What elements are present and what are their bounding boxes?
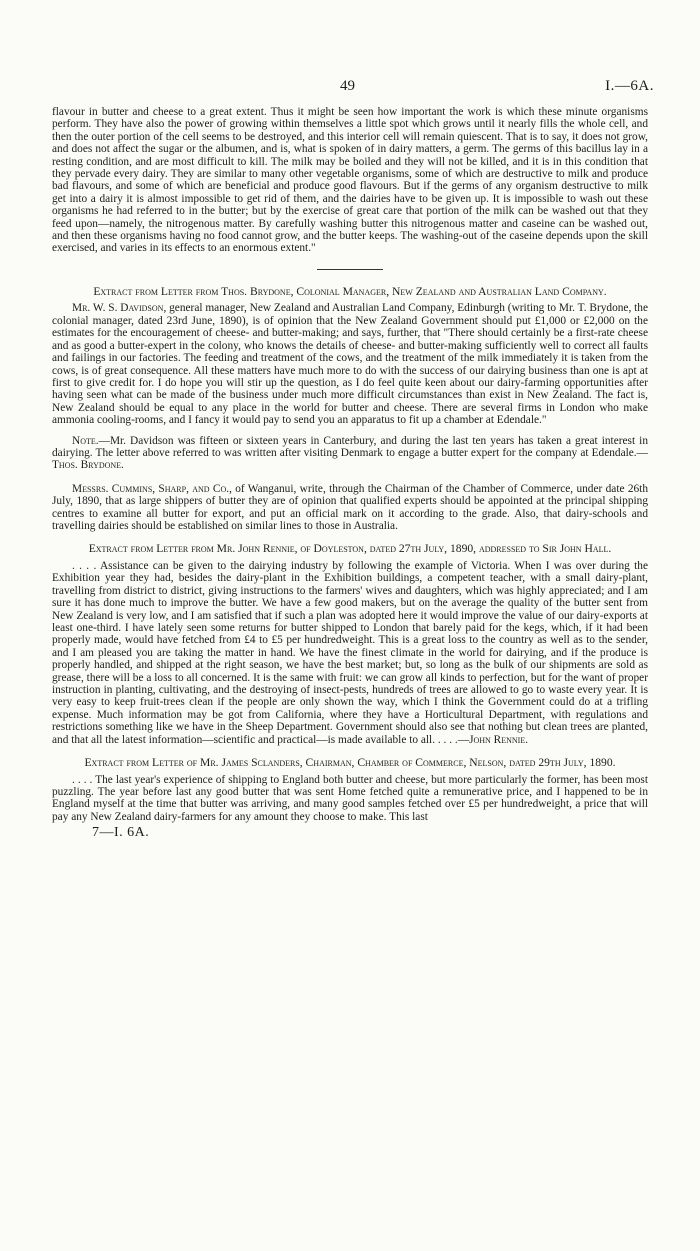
paragraph-davidson [52,302,648,426]
davidson-text: , general manager, New Zealand and Australian Land Company, Edinburgh (writing to Mr. T. Brydone, the colonial manager, dated 23rd June, 1890), is of opinion that the New Zealand Government should put £1,000 or £2,000 on the estimates for the encouragement of cheese- and butter-making; and says, further, that "There should certainly be a first-rate cheese and as good a butter-expert in the colony, who knows the details of cheese- and butter-making sufficiently well to correct all faults and failings in our factories. The feeding and treatment of the cows, and the treatment of the milk immediately it is taken from the cows, is of great consequence. All these matters have much more to do with the success of our dairying business than one is apt at first to give credit for. I do hope you will stir up the question, as I do feel quite keen about our dairy-farming opportunities after having seen what can be made of the business under much more difficult circumstances than exist in New Zealand. The fact is, New Zealand should be equal to any place in the world for butter and cheese. There are several firms in London who make ammonia cooling-rooms, and I fancy it would pay to send you an apparatus to fit up a chamber at Edendale." [52,302,648,427]
note-signature: Thos. Brydone. [52,459,124,472]
heading-rennie-extract: Extract from Letter from Mr. John Rennie, of Doyleston, dated 27th July, 1890, addressed to Sir John Hall. [88,542,612,556]
paragraph-note [52,435,648,472]
heading-sclanders-extract: Extract from Letter of Mr. James Sclanders, Chairman, Chamber of Commerce, Nelson, dated 29th July, 1890. [84,756,616,770]
page-header [52,0,654,106]
paragraph-bacillus: flavour in butter and cheese to a great extent. Thus it might be seen how important the work is which these minute organisms perform. They have also the power of growing within themselves a little spot which grows until it nearly fills the whole cell, and then the outer portion of the cell seems to be destroyed, and this interior cell will remain quiescent. That is to say, it does not grow, and does not affect the sugar or the albumen, and is, what is spoken of in dairy matters, a germ. The germs of this bacillus lay in a resting condition, and are most difficult to kill. The milk may be boiled and they will not be killed, and it is in this condition that they pervade every dairy. They are similar to many other vegetable organisms, some of which are destructive to milk and produce bad flavours, and some of which are beneficial and produce good flavours. But if the germs of any organism destructive to milk get into a dairy it is almost impossible to get rid of them, and the dairies have to be given up. It is impossible to wash out these organisms he had referred to in the butter; but by the exercise of great care that portion of the milk can be washed out that they feed upon—namely, the nitrogenous matter. By carefully washing butter this nitrogenous matter and caseine can be washed out, and then these organisms having no food cannot grow, and the butter keeps. The washing-out of the caseine depends upon the skill exercised, and varies in its effects to an enormous extent." [52,106,648,255]
heading-brydone-extract: Extract from Letter from Thos. Brydone, Colonial Manager, New Zealand and Australian Land Company. [93,284,607,298]
note-text: —Mr. Davidson was fifteen or sixteen years in Canterbury, and during the last ten years has taken a great interest in dairying. The letter above referred to was written after visiting Denmark to engage a butter expert for the company at Edendale.— [52,434,648,459]
rennie-text: . . . . Assistance can be given to the dairying industry by following the example of Victoria. When I was over during the Exhibition year they had, besides the dairy-plant in the Exhibition buildings, a competent teacher, with a small dairy-plant, travelling from district to district, giving instructions to the farmers' wives and daughters, which was highly appreciated; and I am sure it has done much to improve the butter. We have a few good makers, but on the average the quality of the butter sent from New Zealand is very low, and I am satisfied that if such a plan was adopted here it would improve the value of our dairy-exports at least one-third. I have lately seen some returns for butter shipped to London that barely paid for the kegs, which, if it had been properly made, would have fetched from £4 to £5 per hundredweight. This is a great loss to the country as well as to the sender, and I am pleased you are taking the matter in hand. We have the finest climate in the world for dairying, and if the produce is properly handled, and shipped at the right season, we have the best market; but, so long as the bulk of our shipments are sold as grease, there will be a loss to all concerned. It is the same with fruit: we can grow all kinds to perfection, but for the want of proper instruction in planting, cultivating, and the destroying of insect-pests, hundreds of trees are allowed to go to waste every year. It is very easy to keep fruit-trees clean if the people are only shown the way, which I think the Government could do at a trifling expense. Much information may be got from California, where they have a Horticultural Department, with regulations and restrictions something like we have in the Sheep Department. Government should also see that nothing but clean trees are planted, and that all the latest information—scientific and practical—is made available to all. . . . .— [52,559,648,746]
paper-reference: I.—6A. [605,78,654,94]
paragraph-rennie [52,560,648,746]
paragraph-sclanders: . . . . The last year's experience of shipping to England both butter and cheese, but more particularly the former, has been most puzzling. The year before last any good butter that was sent Home fetched quite a remunerative price, and I happened to be in England myself at the time that butter was arriving, and many good samples fetched over £5 per hundredweight, a price that will pay any New Zealand dairy-farmers for any amount they choose to make. This last [52,773,648,823]
page-number: 49 [340,78,355,94]
cummins-text: , of Wanganui, write, through the Chairman of the Chamber of Commerce, under date 26th July, 1890, that as large shippers of butter they are of opinion that qualified experts should be appointed at the principal shipping centres to examine all butter for export, and put an official mark on it according to the grade. Also, that dairy-schools and travelling dairies should be established on similar lines to those in Australia. [52,482,648,532]
section-divider [317,269,383,270]
rennie-signature: John Rennie. [469,733,529,746]
davidson-name: Mr. W. S. Davidson [72,302,164,315]
paragraph-cummins [52,483,648,533]
cummins-name: Messrs. Cummins, Sharp, and Co. [72,482,230,495]
document-page [52,0,654,841]
note-label: Note. [72,434,99,447]
signature-mark: 7—I. 6A. [92,825,150,841]
